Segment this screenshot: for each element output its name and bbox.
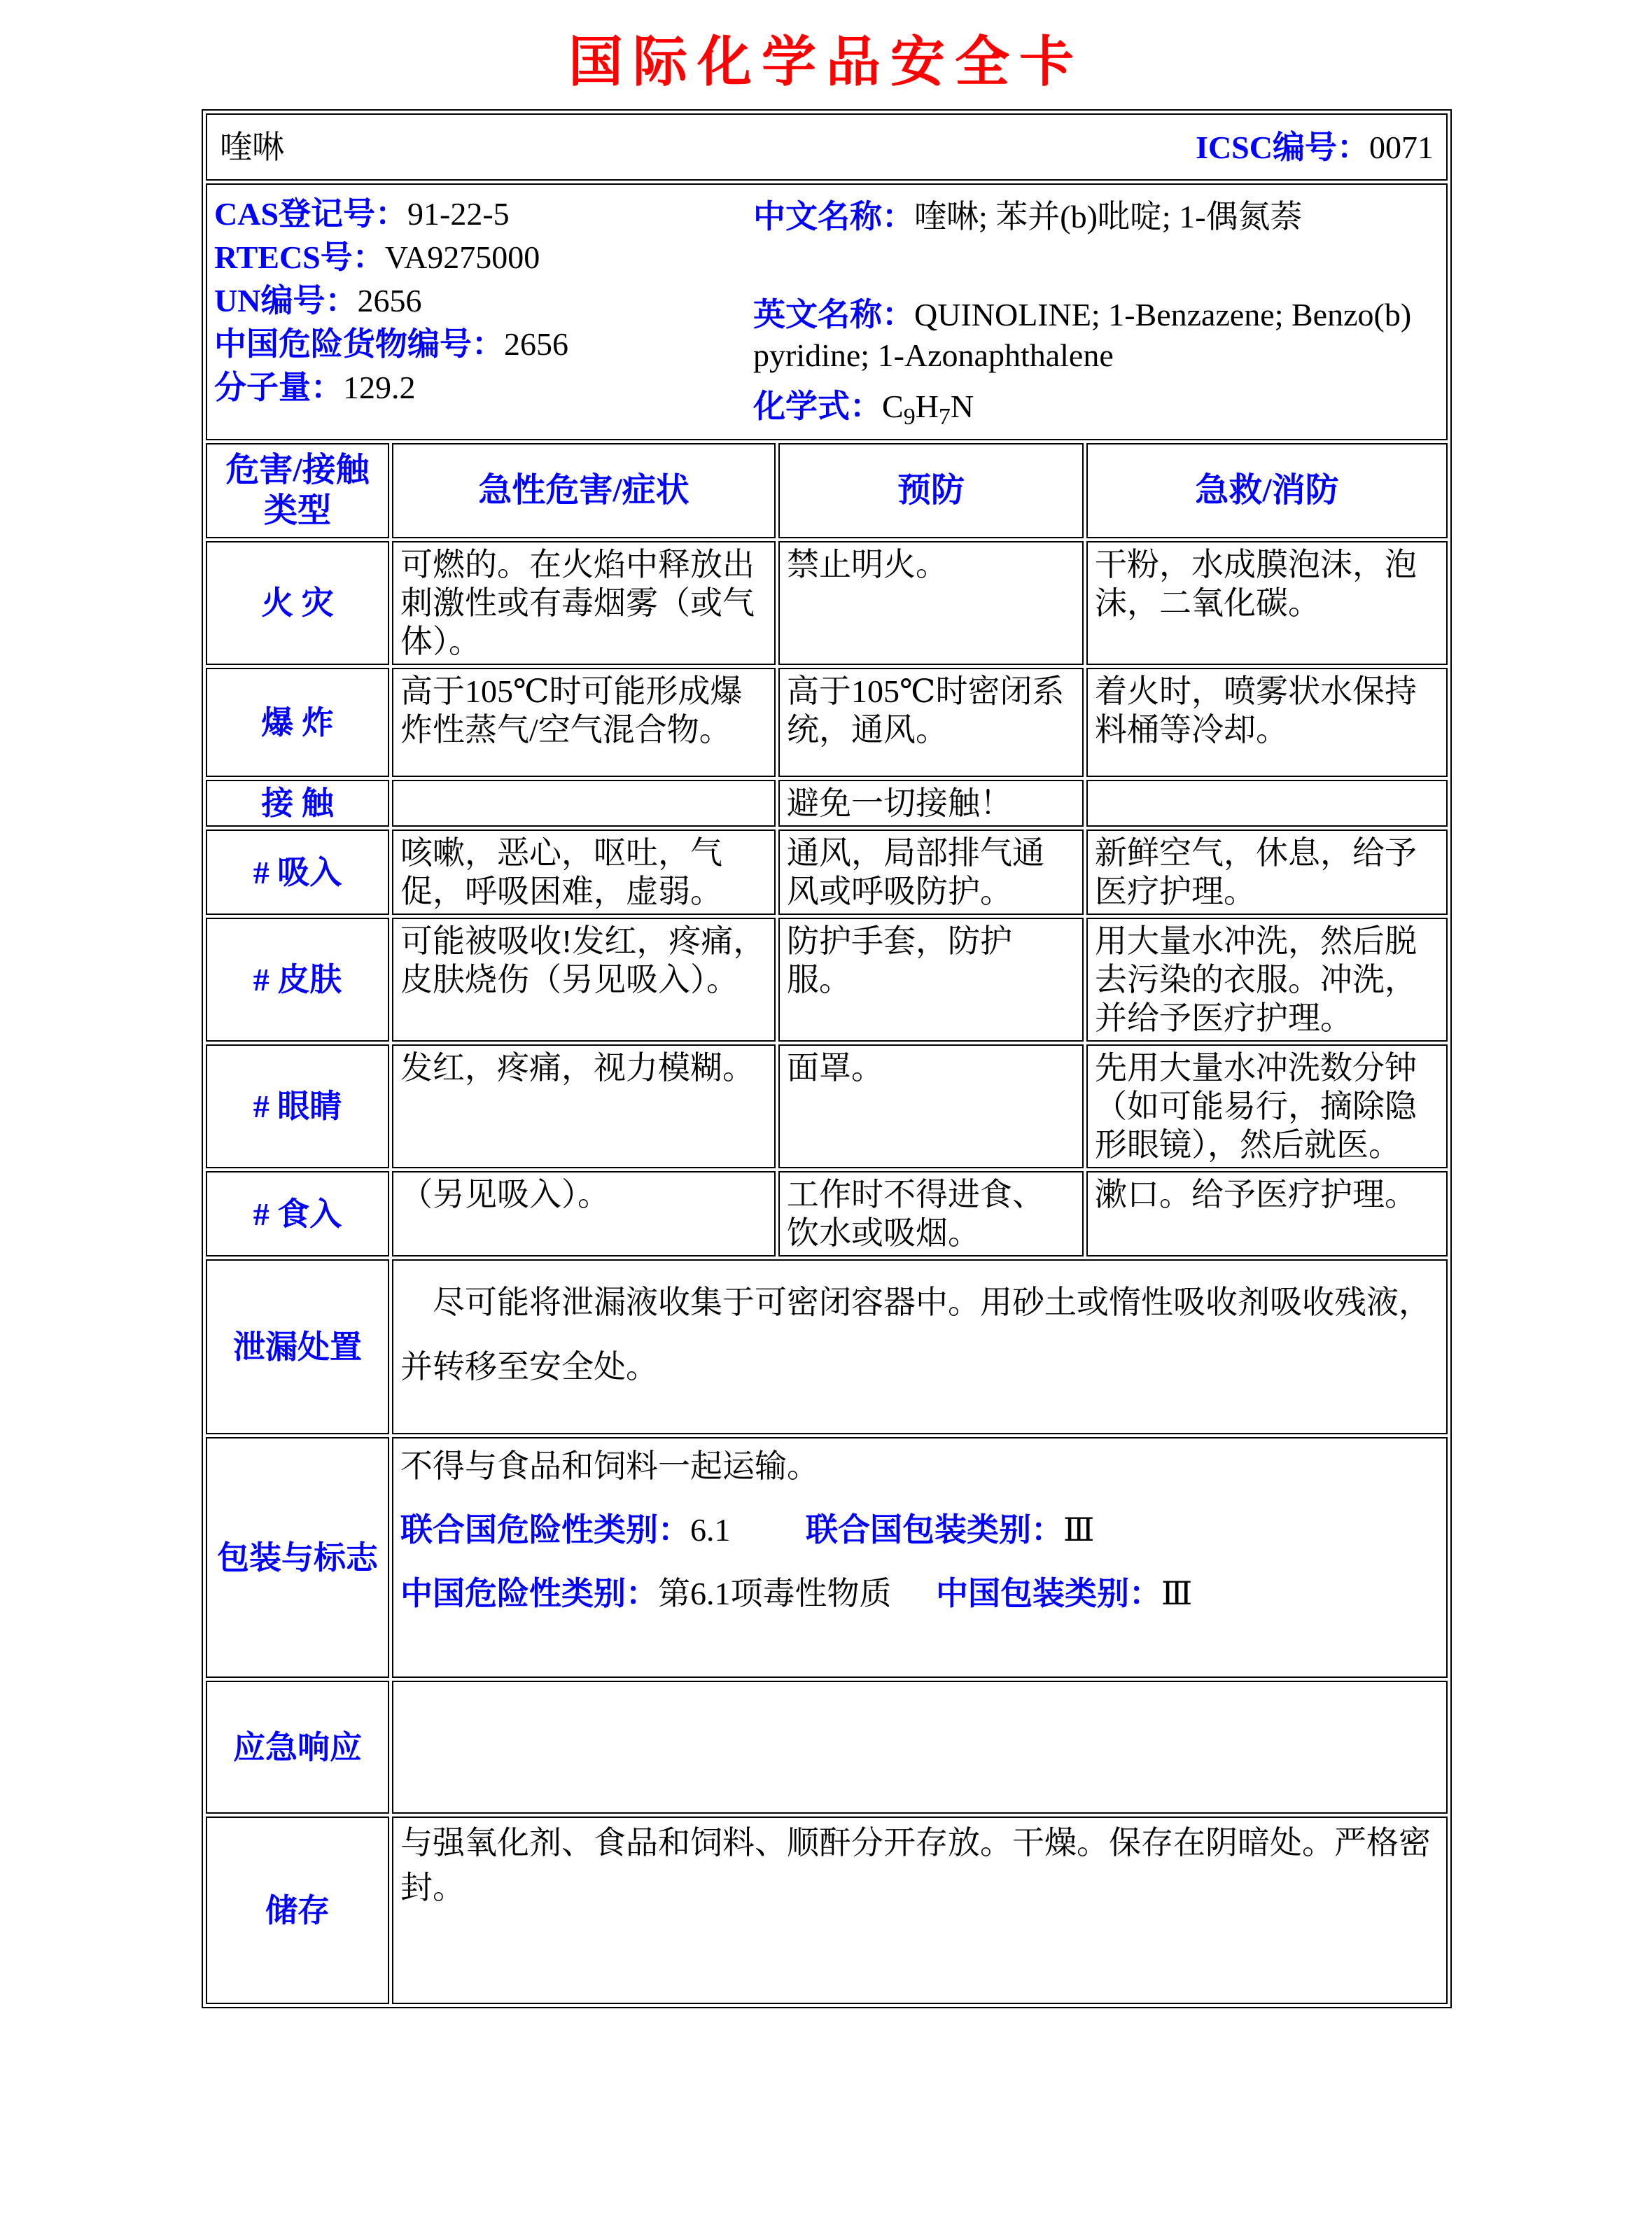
china-dg-number-value: 2656	[504, 326, 568, 362]
page-title: 国际化学品安全卡	[568, 31, 1084, 92]
un-number-label: UN编号：	[214, 282, 358, 318]
spill-disposal-content: 尽可能将泄漏液收集于可密闭容器中。用砂土或惰性吸收剂吸收残液，并转移至安全处。	[392, 1259, 1448, 1434]
cas-number-line	[214, 192, 753, 235]
icsc-number-value: 0071	[1369, 129, 1434, 165]
eyes-type-label: # 眼睛	[206, 1044, 389, 1168]
safety-card	[202, 109, 1452, 2008]
english-name-label: 英文名称：	[753, 297, 914, 332]
substance-header-row	[206, 113, 1448, 181]
substance-name: 喹啉	[220, 129, 284, 165]
english-name-line	[753, 295, 1439, 376]
skin-symptom-cell: 可能被吸收!发红，疼痛，皮肤烧伤（另见吸入）。	[392, 918, 776, 1042]
molecular-weight-value: 129.2	[343, 369, 416, 405]
icsc-table	[203, 111, 1450, 2007]
storage-content: 与强氧化剂、食品和饲料、顺酐分开存放。干燥。保存在阴暗处。严格密封。	[392, 1816, 1448, 2004]
header-first-aid: 急救/消防	[1086, 443, 1448, 538]
chemical-formula-label: 化学式：	[753, 388, 882, 424]
molecular-weight-label: 分子量：	[214, 369, 343, 405]
table-header-row	[206, 443, 1448, 538]
hazard-row-fire	[206, 541, 1448, 665]
contact-symptom-cell	[392, 780, 776, 827]
header-prevention: 预防	[778, 443, 1084, 538]
hazard-row-skin	[206, 918, 1448, 1042]
skin-type-label: # 皮肤	[206, 918, 389, 1042]
storage-label: 储存	[206, 1816, 389, 2004]
fire-type-label: 火 灾	[206, 541, 389, 665]
chinese-name-label: 中文名称：	[753, 199, 914, 234]
chemical-formula-value: $C_9H_7N$	[882, 388, 974, 430]
identifiers-cell	[206, 183, 1448, 440]
packaging-content	[392, 1437, 1448, 1678]
hazard-row-inhalation	[206, 830, 1448, 915]
chemical-formula-line	[753, 387, 1439, 436]
skin-aid-cell: 用大量水冲洗，然后脱去污染的衣服。冲洗，并给予医疗护理。	[1086, 918, 1448, 1042]
hazard-row-ingestion	[206, 1171, 1448, 1256]
un-classification-line	[400, 1511, 1439, 1549]
eyes-prevention-cell: 面罩。	[778, 1044, 1084, 1168]
molecular-weight-line	[214, 365, 753, 409]
inhalation-prevention-cell: 通风，局部排气通风或呼吸防护。	[778, 830, 1084, 915]
skin-prevention-cell: 防护手套，防护服。	[778, 918, 1084, 1042]
rtecs-number-label: RTECS号：	[214, 239, 385, 275]
inhalation-symptom-cell: 咳嗽，恶心，呕吐，气促，呼吸困难，虚弱。	[392, 830, 776, 915]
un-packing-group-value: Ⅲ	[1063, 1512, 1095, 1548]
contact-prevention-cell: 避免一切接触！	[778, 780, 1084, 827]
ingestion-aid-cell: 漱口。给予医疗护理。	[1086, 1171, 1448, 1256]
fire-symptom-cell: 可燃的。在火焰中释放出刺激性或有毒烟雾（或气体）。	[392, 541, 776, 665]
ingestion-symptom-cell: （另见吸入）。	[392, 1171, 776, 1256]
ingestion-type-label: # 食入	[206, 1171, 389, 1256]
explosion-aid-cell: 着火时，喷雾状水保持料桶等冷却。	[1086, 668, 1448, 777]
eyes-aid-cell: 先用大量水冲洗数分钟（如可能易行，摘除隐形眼镜），然后就医。	[1086, 1044, 1448, 1168]
chinese-name-line	[753, 197, 1439, 236]
emergency-response-content	[392, 1681, 1448, 1814]
packaging-transport-note: 不得与食品和饲料一起运输。	[400, 1448, 819, 1485]
emergency-response-label: 应急响应	[206, 1681, 389, 1814]
inhalation-aid-cell: 新鲜空气，休息，给予医疗护理。	[1086, 830, 1448, 915]
english-name-value: QUINOLINE; 1-Benzazene; Benzo(b) pyridine; 1-Azonaphthalene	[753, 297, 1412, 373]
un-hazard-class-label: 联合国危险性类别：	[400, 1512, 690, 1548]
china-hazard-class-value: 第6.1项毒性物质	[658, 1576, 892, 1612]
explosion-prevention-cell: 高于105℃时密闭系统，通风。	[778, 668, 1084, 777]
identifiers-left-column	[214, 188, 753, 436]
spill-disposal-label: 泄漏处置	[206, 1259, 389, 1434]
contact-type-label: 接 触	[206, 780, 389, 827]
eyes-symptom-cell: 发红，疼痛，视力模糊。	[392, 1044, 776, 1168]
storage-row	[206, 1816, 1448, 2004]
un-packing-group-label: 联合国包装类别：	[806, 1512, 1063, 1548]
packaging-label: 包装与标志	[206, 1437, 389, 1678]
china-packing-group-label: 中国包装类别：	[936, 1576, 1161, 1612]
hazard-row-explosion	[206, 668, 1448, 777]
header-hazard-type: 危害/接触 类型	[206, 443, 389, 538]
fire-aid-cell: 干粉，水成膜泡沫，泡沫，二氧化碳。	[1086, 541, 1448, 665]
spill-disposal-row	[206, 1259, 1448, 1434]
icsc-number	[1196, 128, 1434, 167]
fire-prevention-cell: 禁止明火。	[778, 541, 1084, 665]
hazard-row-contact	[206, 780, 1448, 827]
chinese-name-value: 喹啉; 苯并(b)吡啶; 1-偶氮萘	[914, 199, 1303, 234]
rtecs-number-value: VA9275000	[384, 239, 540, 275]
un-number-value: 2656	[357, 282, 422, 318]
hazard-row-eyes	[206, 1044, 1448, 1168]
china-classification-line	[400, 1574, 1439, 1613]
inhalation-type-label: # 吸入	[206, 830, 389, 915]
rtecs-number-line	[214, 235, 753, 279]
identifiers-row	[206, 183, 1448, 440]
contact-aid-cell	[1086, 780, 1448, 827]
identifiers-right-column	[753, 188, 1439, 436]
china-dg-number-line	[214, 322, 753, 365]
china-dg-number-label: 中国危险货物编号：	[214, 326, 504, 362]
cas-number-value: 91-22-5	[407, 195, 510, 232]
header-acute-hazards: 急性危害/症状	[392, 443, 776, 538]
packaging-row	[206, 1437, 1448, 1678]
china-packing-group-value: Ⅲ	[1161, 1576, 1193, 1612]
icsc-number-label: ICSC编号：	[1196, 129, 1369, 165]
emergency-response-row	[206, 1681, 1448, 1814]
un-hazard-class-value: 6.1	[690, 1512, 731, 1548]
substance-header-cell	[206, 113, 1448, 181]
china-hazard-class-label: 中国危险性类别：	[400, 1576, 658, 1612]
ingestion-prevention-cell: 工作时不得进食、饮水或吸烟。	[778, 1171, 1084, 1256]
explosion-symptom-cell: 高于105℃时可能形成爆炸性蒸气/空气混合物。	[392, 668, 776, 777]
explosion-type-label: 爆 炸	[206, 668, 389, 777]
un-number-line	[214, 279, 753, 322]
cas-number-label: CAS登记号：	[214, 195, 408, 232]
